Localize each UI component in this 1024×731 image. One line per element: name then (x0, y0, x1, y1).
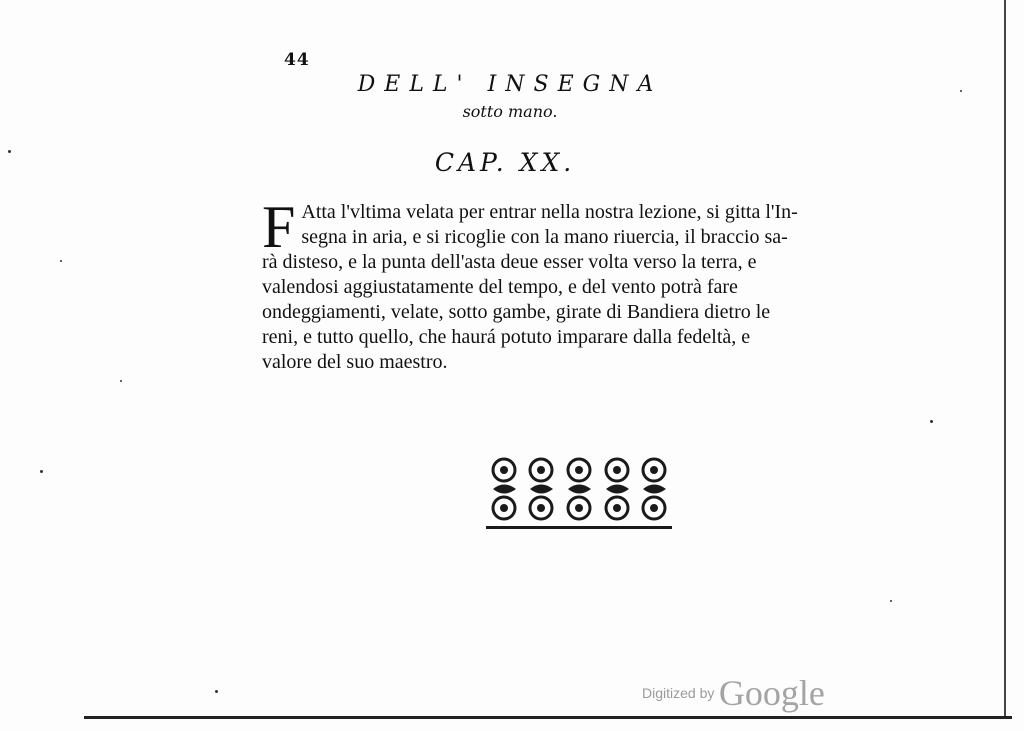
body-line: valendosi aggiustatamente del tempo, e del vento potrà fare (262, 276, 738, 298)
body-line: segna in aria, e si ricoglie con la mano riuercia, il braccio sa- (301, 226, 788, 248)
page-number: 44 (284, 50, 310, 70)
body-line: ondeggiamenti, velate, sotto gambe, girate di Bandiera dietro le (262, 301, 771, 323)
paper-speck (890, 600, 892, 602)
page-edge-right (1004, 0, 1006, 719)
paper-speck (40, 470, 43, 473)
running-subtitle: sotto mano. (462, 102, 558, 121)
digitization-watermark (642, 672, 825, 714)
body-line: rà disteso, e la punta dell'asta deue esser volta verso la terra, e (262, 251, 757, 273)
body-line: reni, e tutto quello, che haurá potuto imparare dalla fedeltà, e (262, 326, 751, 348)
chapter-heading: CAP. XX. (434, 148, 576, 177)
running-title: DELL' INSEGNA (357, 72, 663, 97)
google-logo: Google (718, 673, 825, 713)
watermark-prefix: Digitized by (642, 685, 715, 701)
paper-speck (60, 260, 62, 262)
paper-speck (215, 690, 218, 693)
paper-speck (930, 420, 933, 423)
paper-speck (960, 90, 962, 92)
paper-speck (8, 150, 11, 153)
drop-cap: F (262, 194, 296, 260)
body-line: Atta l'vltima velata per entrar nella nostra lezione, si gitta l'In- (301, 201, 798, 223)
page-edge-bottom (84, 716, 1012, 719)
paper-speck (120, 380, 122, 382)
body-line: valore del suo maestro. (262, 351, 448, 373)
chapter-body (262, 194, 902, 375)
decorative-ornament (486, 450, 672, 530)
